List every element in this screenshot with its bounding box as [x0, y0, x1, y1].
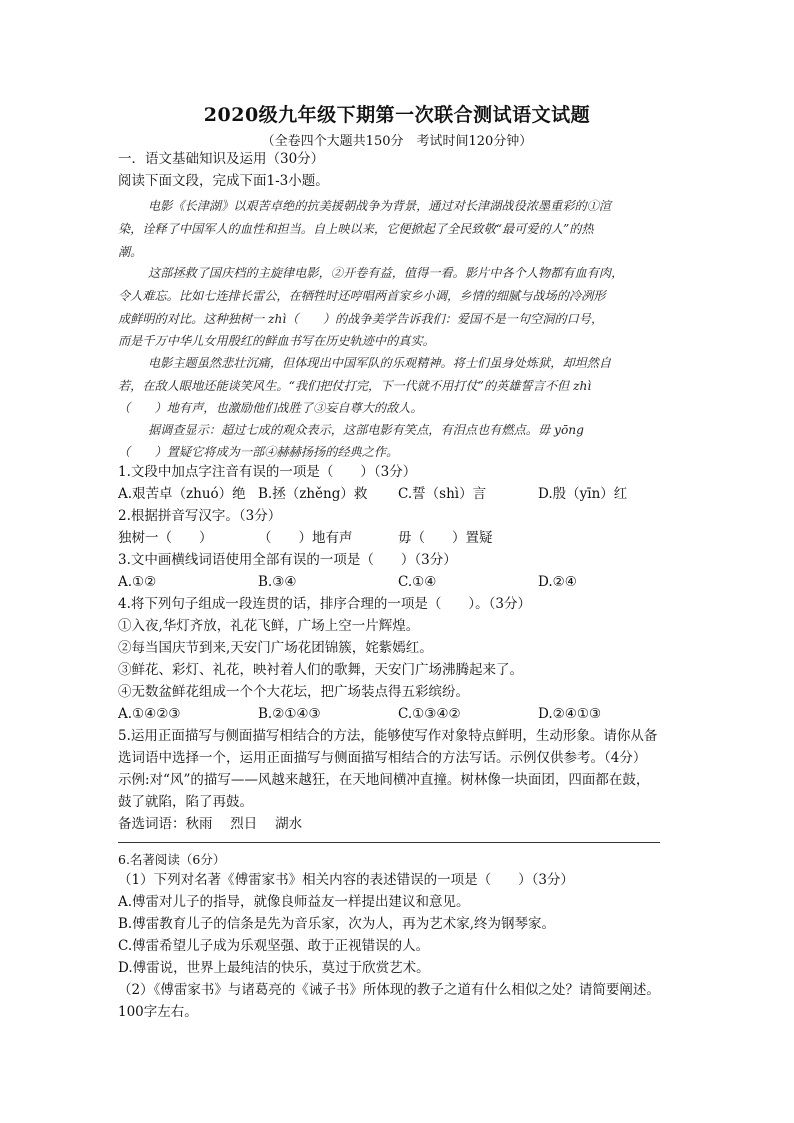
question-5-example: 示例:对“风”的描写——风越来越狂，在天地间横冲直撞。树林像一块面团，四面都在鼓，	[118, 772, 650, 788]
passage-line: 染，诠释了中国军人的血性和担当。自上映以来，它便掀起了全民致敬“最可爱的人”的热	[118, 222, 594, 236]
passage-line: 令人难忘。比如七连排长雷公，在牺牲时还哼唱两首家乡小调，乡情的细腻与战场的冷冽形	[118, 289, 606, 303]
passage-line: 电影主题虽然悲壮沉痛，但体现出中国军队的乐观精神。将士们虽身处炼狱，却坦然自	[148, 356, 612, 370]
q6-option-c[interactable]: C.傅雷希望儿子成为乐观坚强、敢于正视错误的人。	[118, 938, 430, 954]
question-6-heading: 6.名著阅读（6分）	[118, 852, 226, 867]
passage-line: 这部拯救了国庆档的主旋律电影，②开卷有益，值得一看。影片中各个人物都有血有肉，	[148, 266, 624, 280]
answer-line[interactable]	[118, 842, 660, 843]
q4-option-d[interactable]: D.②④①③	[538, 706, 602, 722]
question-5-line: 5.运用正面描写与侧面描写相结合的方法，能够使写作对象特点鲜明，生动形象。请你从备	[118, 728, 658, 744]
question-5-line: 选词语中选择一个，运用正面描写与侧面描写相结合的方法写话。示例仅供参考。（4分）	[118, 750, 647, 766]
question-5-word-choices: 备选词语：秋雨 烈日 湖水	[118, 816, 303, 832]
question-5-example: 鼓了就陷，陷了再鼓。	[118, 794, 253, 810]
q6-option-d[interactable]: D.傅雷说，世界上最纯洁的快乐，莫过于欣赏艺术。	[118, 960, 430, 976]
question-3-stem: 3.文中画横线词语使用全部有误的一项是（ ）（3分）	[118, 552, 457, 568]
q4-sentence: ④无数盆鲜花组成一个个大花坛，把广场装点得五彩缤纷。	[118, 684, 469, 700]
question-2-stem: 2.根据拼音写汉字。（3分）	[118, 508, 282, 524]
q2-blank-3[interactable]: 毋（ ）置疑	[398, 530, 493, 546]
q1-option-d[interactable]: D.殷（yīn）红	[538, 486, 628, 502]
q3-option-a[interactable]: A.①②	[118, 574, 157, 590]
passage-line: 若，在敌人眼地还能谈笑风生。“我们把仗打完，下一代就不用打仗”的英雄誓言不但 zhì	[118, 379, 592, 393]
q4-sentence: ②每当国庆节到来,天安门广场花团锦簇，姹紫嫣红。	[118, 640, 433, 656]
q4-option-c[interactable]: C.①③④②	[398, 706, 461, 722]
q4-sentence: ③鲜花、彩灯、礼花，映衬着人们的歌舞，天安门广场沸腾起来了。	[118, 662, 523, 678]
q4-option-b[interactable]: B.②①④③	[258, 706, 321, 722]
question-4-stem: 4.将下列句子组成一段连贯的话，排序合理的一项是（ ）。（3分）	[118, 596, 531, 612]
passage-line: （ ）地有声，也激励他们战胜了③妄自尊大的敌人。	[118, 401, 423, 415]
q6-option-a[interactable]: A.傅雷对儿子的指导，就像良师益友一样提出建议和意见。	[118, 894, 470, 910]
passage-line: 据调查显示：超过七成的观众表示，这部电影有笑点，有泪点也有燃点。毋 yōng	[148, 423, 584, 437]
passage-line: 而是千万中华儿女用殷红的鲜血书写在历史轨迹中的真实。	[118, 334, 435, 348]
q1-option-b[interactable]: B.拯（zhěng）救	[258, 486, 368, 502]
q3-option-d[interactable]: D.②④	[538, 574, 577, 590]
q3-option-b[interactable]: B.③④	[258, 574, 297, 590]
passage-line: （ ）置疑它将成为一部④赫赫扬扬的经典之作。	[118, 445, 399, 459]
q4-sentence: ①入夜,华灯齐放，礼花飞鲜，广场上空一片辉煌。	[118, 618, 420, 634]
question-1-stem: 1.文段中加点字注音有误的一项是（ ）（3分）	[118, 464, 417, 480]
q2-blank-1[interactable]: 独树一（ ）	[118, 530, 213, 546]
q2-blank-2[interactable]: （ ）地有声	[258, 530, 353, 546]
q6-option-b[interactable]: B.傅雷教育儿子的信条是先为音乐家，次为人，再为艺术家,终为钢琴家。	[118, 916, 556, 932]
passage-line: 成鲜明的对比。这种独树一 zhì（ ）的战争美学告诉我们：爱国不是一句空洞的口号，	[118, 312, 604, 326]
question-6-part-2-word-limit: 100字左右。	[118, 1004, 198, 1020]
exam-title: 2020级九年级下期第一次联合测试语文试题	[203, 104, 591, 126]
q4-option-a[interactable]: A.①④②③	[118, 706, 181, 722]
q1-option-c[interactable]: C.誓（shì）言	[398, 486, 487, 502]
exam-subtitle: （全卷四个大题共150分 考试时间120分钟）	[261, 134, 533, 149]
reading-instruction: 阅读下面文段，完成下面1-3小题。	[118, 173, 329, 189]
passage-line: 电影《长津湖》以艰苦卓绝的抗美援朝战争为背景，通过对长津湖战役浓墨重彩的①渲	[148, 199, 612, 213]
q1-option-a[interactable]: A.艰苦卓（zhuó）绝	[118, 486, 246, 502]
question-6-part-2: （2）《傅雷家书》与诸葛亮的《诫子书》所体现的教子之道有什么相似之处？请简要阐述。	[118, 982, 660, 998]
section-heading: 一．语文基础知识及运用（30分）	[118, 151, 325, 167]
passage-line: 潮。	[118, 245, 143, 259]
q3-option-c[interactable]: C.①④	[398, 574, 437, 590]
question-6-part-1: （1）下列对名著《傅雷家书》相关内容的表述错误的一项是（ ）（3分）	[118, 872, 574, 888]
